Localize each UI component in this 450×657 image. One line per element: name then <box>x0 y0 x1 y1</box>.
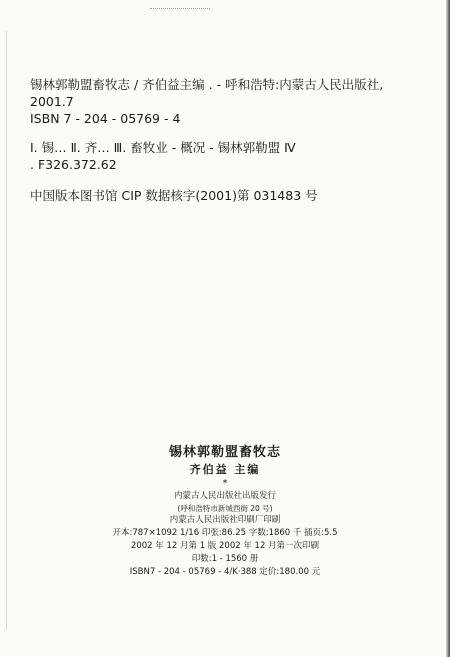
cip-data-block <box>30 76 430 204</box>
cip-record-number: 中国版本图书馆 CIP 数据核字(2001)第 031483 号 <box>30 188 318 203</box>
printer-line: 内蒙古人民出版社印刷厂印刷 <box>169 515 281 525</box>
cip-isbn-line: ISBN 7 - 204 - 05769 - 4 <box>30 111 181 126</box>
top-mark <box>150 2 210 9</box>
colophon-block <box>0 444 450 579</box>
print-run: 印数:1 - 1560 册 <box>191 554 259 564</box>
isbn-price-line: ISBN7 - 204 - 05769 - 4/K·388 定价:180.00 元 <box>129 567 321 577</box>
cip-title-line: 锡林郭勒盟畜牧志 / 齐伯益主编 . - 呼和浩特:内蒙古人民出版社, <box>30 77 384 92</box>
cip-classification-line: . F326.372.62 <box>30 157 117 172</box>
cip-subject-line: Ⅰ. 锡… Ⅱ. 齐… Ⅲ. 畜牧业 - 概况 - 锡林郭勒盟 Ⅳ <box>30 140 296 155</box>
separator-star: * <box>222 478 228 489</box>
cip-date-line: 2001.7 <box>30 94 74 109</box>
publisher-line: 内蒙古人民出版社出版发行 <box>173 491 276 501</box>
format-specs: 开本:787×1092 1/16 印张:86.25 字数:1860 千 插页:5.5 <box>112 528 338 538</box>
book-editor: 齐伯益 主编 <box>189 463 261 476</box>
edition-line: 2002 年 12 月第 1 版 2002 年 12 月第一次印刷 <box>130 541 320 551</box>
book-title: 锡林郭勒盟畜牧志 <box>168 445 281 460</box>
publisher-address: (呼和浩特市新城西街 20 号) <box>177 504 273 513</box>
